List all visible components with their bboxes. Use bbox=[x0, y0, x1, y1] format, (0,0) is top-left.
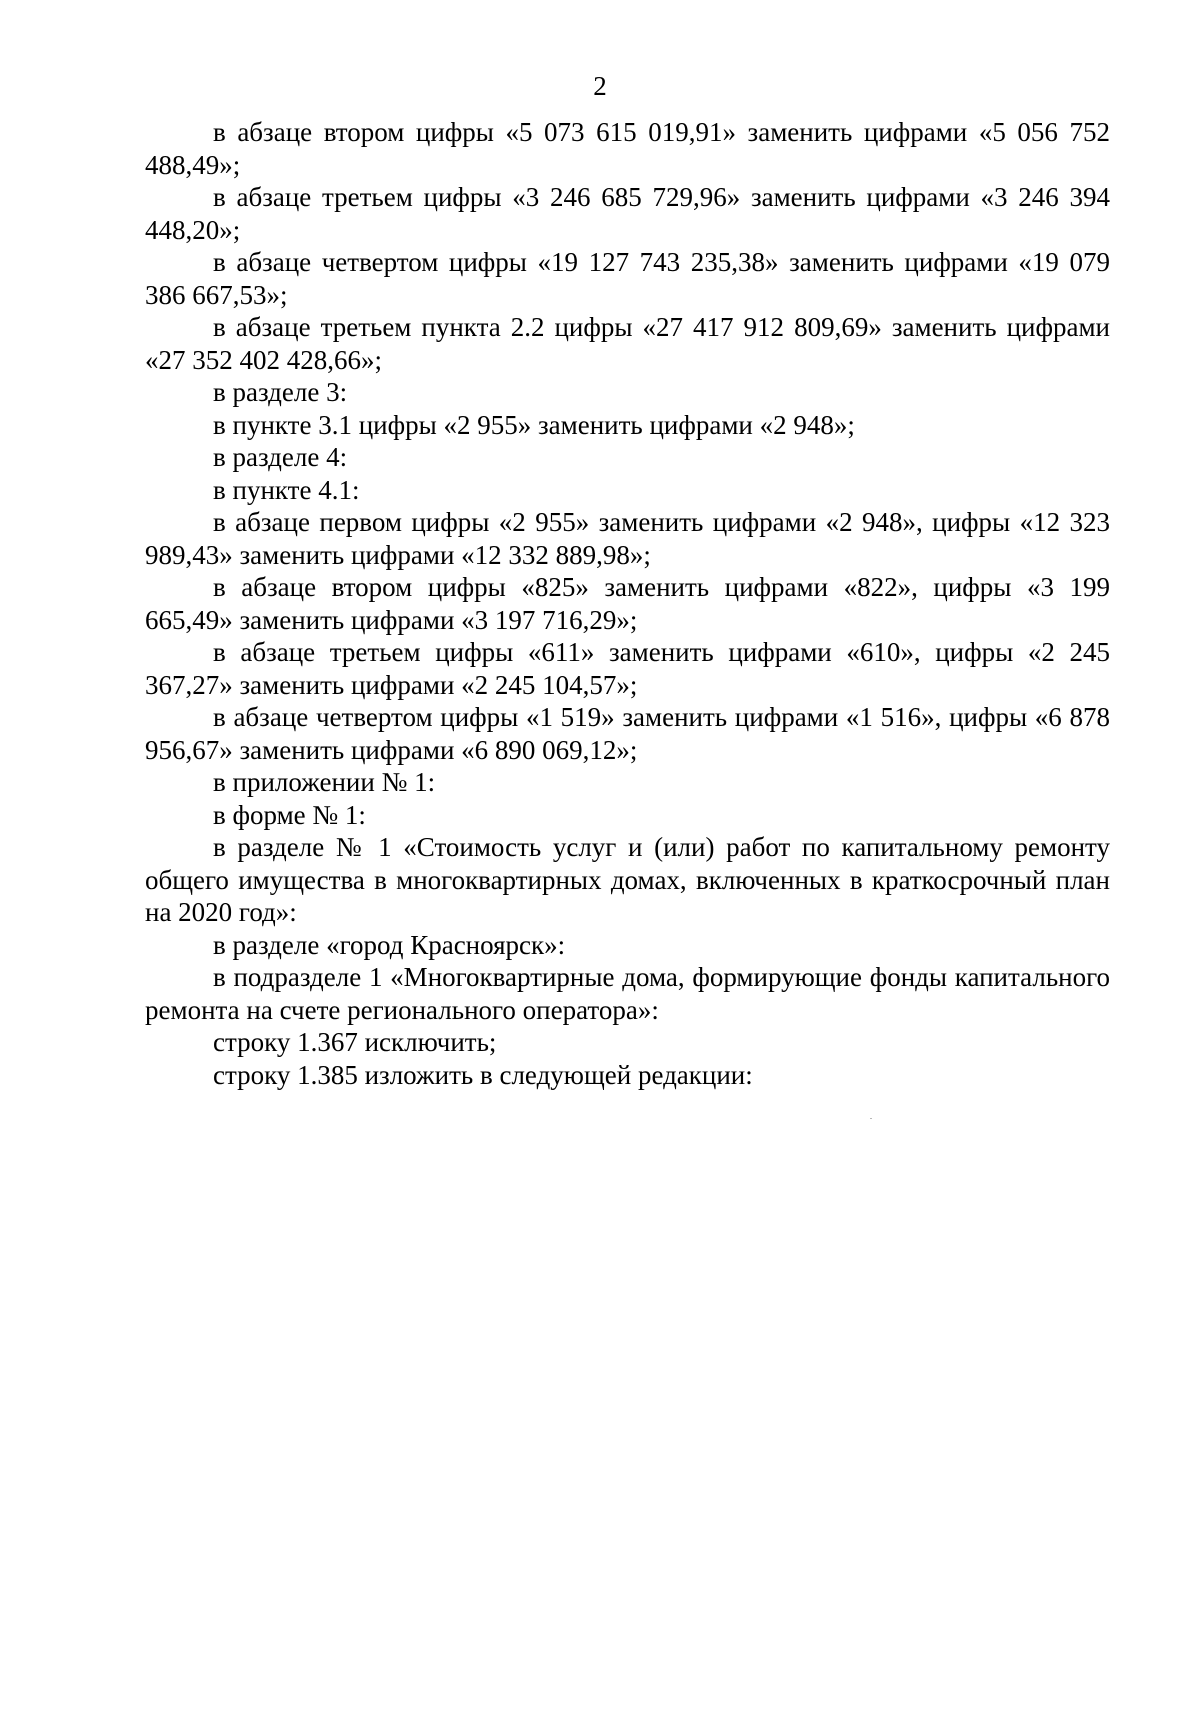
paragraph: в форме № 1: bbox=[213, 799, 366, 830]
paragraph: в разделе № 1 «Стоимость услуг и (или) работ по капитальному ремонту общего имущества в многоквартирных домах, включенных в краткосрочный план на 2020 год»: bbox=[145, 832, 1110, 927]
page-number: 2 bbox=[593, 71, 607, 101]
paragraph: в абзаце втором цифры «825» заменить цифрами «822», цифры «3 199 665,49» заменить цифрами «3 197 716,29»; bbox=[145, 572, 1110, 635]
paragraph: в пункте 3.1 цифры «2 955» заменить цифрами «2 948»; bbox=[213, 409, 855, 440]
paragraph: строку 1.367 исключить; bbox=[213, 1027, 497, 1057]
paragraph: в пункте 4.1: bbox=[213, 474, 360, 505]
paragraph: в разделе 4: bbox=[213, 442, 348, 472]
paragraph: в абзаце втором цифры «5 073 615 019,91» заменить цифрами «5 056 752 488,49»; bbox=[145, 117, 1110, 180]
paragraph: в приложении № 1: bbox=[213, 767, 436, 797]
paragraph: в абзаце четвертом цифры «1 519» заменить цифрами «1 516», цифры «6 878 956,67» заменить цифрами «6 890 069,12»; bbox=[145, 702, 1110, 765]
paragraph: в абзаце первом цифры «2 955» заменить цифрами «2 948», цифры «12 323 989,43» заменить цифрами «12 332 889,98»; bbox=[145, 507, 1110, 570]
paragraph: в абзаце третьем цифры «3 246 685 729,96» заменить цифрами «3 246 394 448,20»; bbox=[145, 182, 1110, 245]
scan-speck bbox=[870, 1118, 872, 1119]
document-body bbox=[145, 116, 1110, 1091]
paragraph: в подразделе 1 «Многоквартирные дома, формирующие фонды капитального ремонта на счете регионального оператора»: bbox=[145, 962, 1110, 1025]
paragraph: в разделе «город Красноярск»: bbox=[213, 929, 566, 960]
paragraph: в разделе 3: bbox=[213, 377, 348, 407]
paragraph: в абзаце четвертом цифры «19 127 743 235,38» заменить цифрами «19 079 386 667,53»; bbox=[145, 247, 1110, 310]
paragraph: строку 1.385 изложить в следующей редакции: bbox=[213, 1059, 753, 1090]
paragraph: в абзаце третьем пункта 2.2 цифры «27 417 912 809,69» заменить цифрами «27 352 402 428,66»; bbox=[145, 312, 1110, 375]
paragraph: в абзаце третьем цифры «611» заменить цифрами «610», цифры «2 245 367,27» заменить цифрами «2 245 104,57»; bbox=[145, 637, 1110, 700]
